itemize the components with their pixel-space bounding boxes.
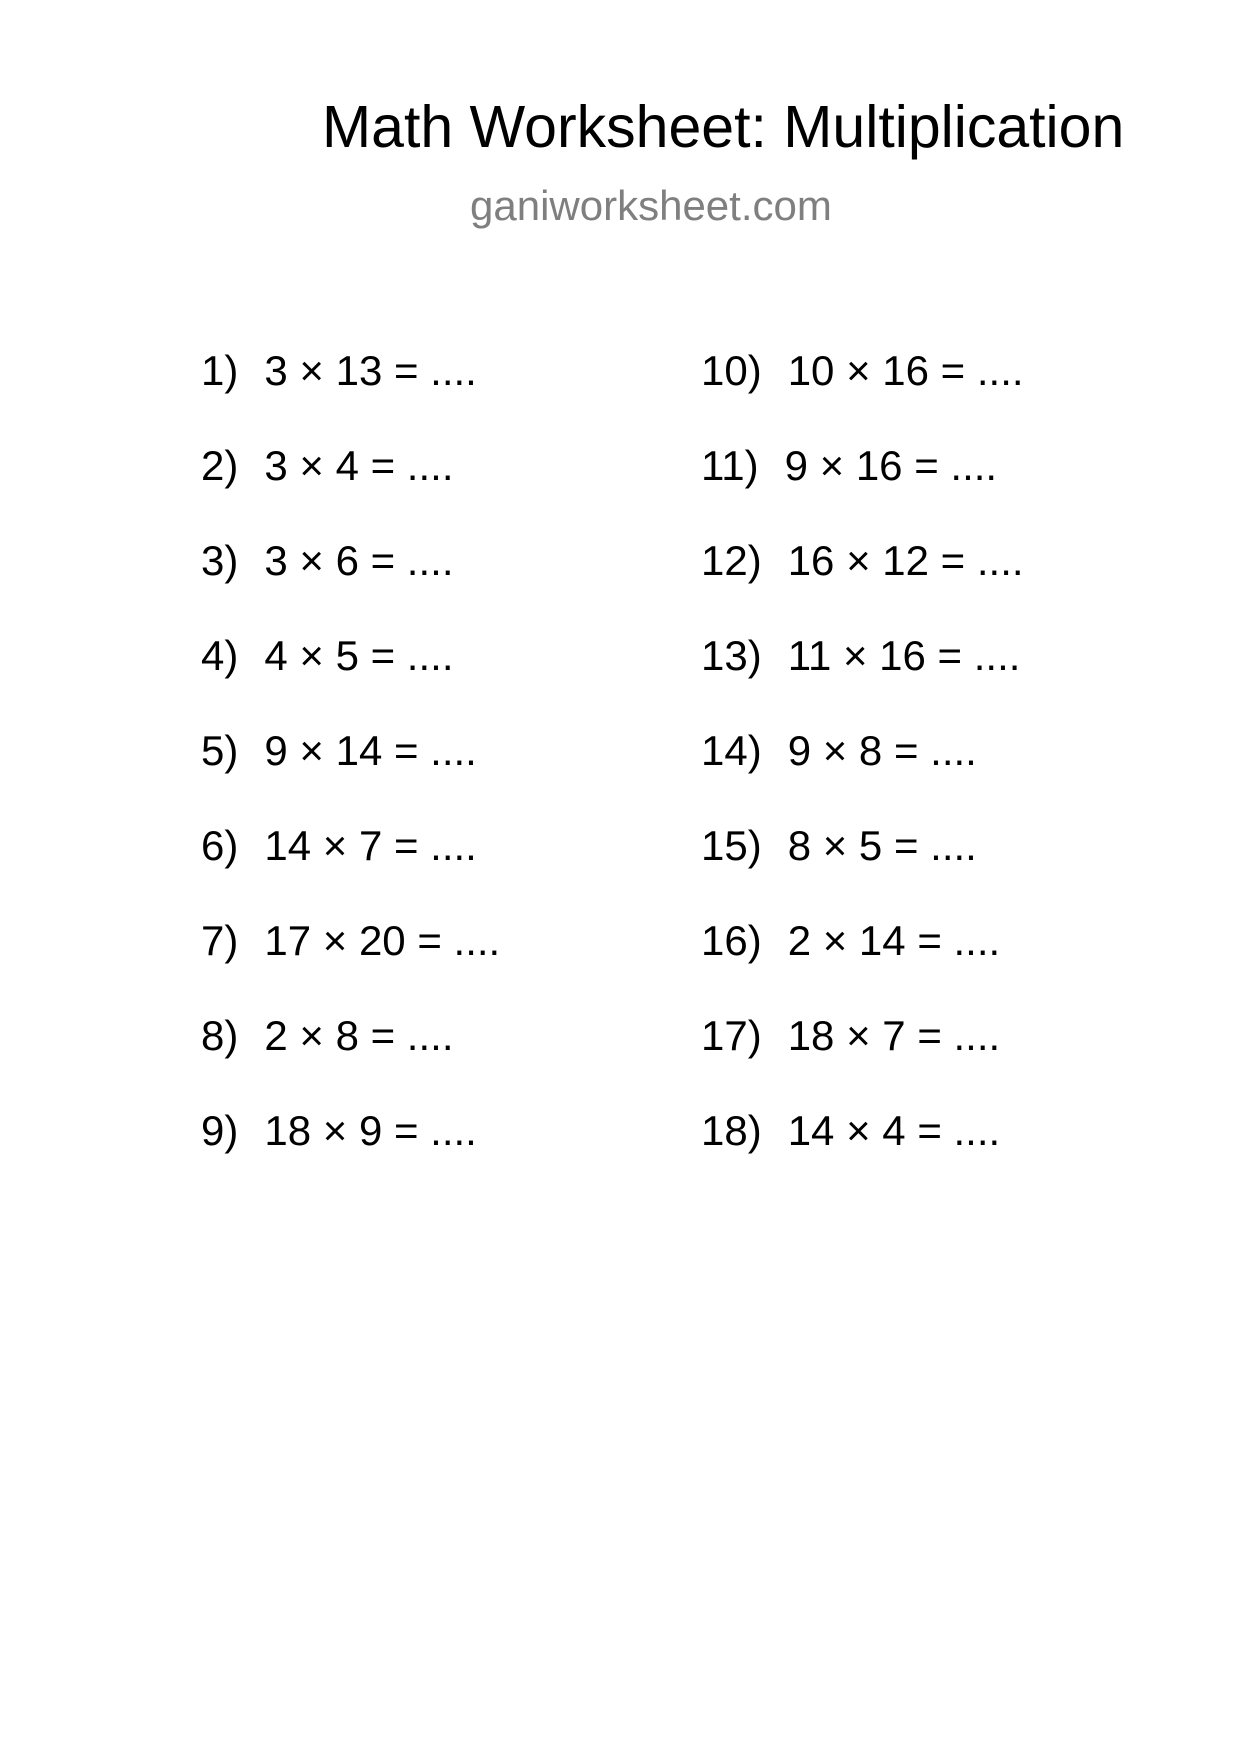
problem-number: 12) — [701, 537, 762, 584]
problem-item — [701, 442, 1024, 540]
problem-item — [701, 917, 1024, 1015]
problem-number: 8) — [201, 1012, 239, 1059]
problem-item — [701, 1107, 1024, 1205]
problem-expression: 18 × 9 = .... — [264, 1107, 477, 1154]
problem-item — [201, 727, 500, 825]
problem-item — [201, 347, 500, 445]
problem-number: 1) — [201, 347, 239, 394]
problem-item — [201, 537, 500, 635]
problem-expression: 14 × 4 = .... — [787, 1107, 1001, 1154]
problem-expression: 11 × 16 = .... — [787, 632, 1021, 679]
problem-item — [201, 822, 500, 920]
problem-expression: 10 × 16 = .... — [787, 347, 1024, 394]
problem-item — [201, 1107, 500, 1205]
problem-item — [701, 727, 1024, 825]
problem-expression: 14 × 7 = .... — [264, 822, 477, 869]
problem-expression: 3 × 4 = .... — [264, 442, 454, 489]
problem-expression: 17 × 20 = .... — [264, 917, 501, 964]
problem-expression: 3 × 13 = .... — [264, 347, 477, 394]
problem-number: 15) — [701, 822, 762, 869]
site-name: ganiworksheet.com — [470, 182, 832, 229]
problem-item — [701, 632, 1024, 730]
problem-number: 16) — [701, 917, 762, 964]
problem-item — [201, 442, 500, 540]
problem-expression: 9 × 8 = .... — [787, 727, 977, 774]
problem-number: 3) — [201, 537, 239, 584]
problem-number: 13) — [701, 632, 762, 679]
problem-expression: 9 × 16 = .... — [784, 442, 998, 489]
problem-expression: 18 × 7 = .... — [787, 1012, 1001, 1059]
problem-column-left — [201, 347, 501, 1205]
problem-item — [701, 537, 1024, 635]
problem-number: 17) — [701, 1012, 762, 1059]
problem-number: 7) — [201, 917, 239, 964]
problem-number: 14) — [701, 727, 762, 774]
problem-expression: 2 × 14 = .... — [787, 917, 1001, 964]
problem-number: 5) — [201, 727, 239, 774]
problem-number: 10) — [701, 347, 762, 394]
problem-item — [201, 1012, 500, 1110]
problem-item — [701, 822, 1024, 920]
problem-number: 2) — [201, 442, 239, 489]
problem-number: 6) — [201, 822, 239, 869]
problem-expression: 3 × 6 = .... — [264, 537, 454, 584]
problem-item — [701, 347, 1024, 445]
problem-expression: 8 × 5 = .... — [787, 822, 977, 869]
problem-item — [701, 1012, 1024, 1110]
problem-expression: 4 × 5 = .... — [264, 632, 454, 679]
problem-item — [201, 917, 501, 1015]
problem-number: 4) — [201, 632, 239, 679]
problem-expression: 16 × 12 = .... — [787, 537, 1024, 584]
problem-number: 9) — [201, 1107, 239, 1154]
page-title: Math Worksheet: Multiplication — [322, 94, 1125, 160]
problem-expression: 9 × 14 = .... — [264, 727, 477, 774]
problem-item — [201, 632, 500, 730]
problem-expression: 2 × 8 = .... — [264, 1012, 454, 1059]
problem-column-right — [701, 347, 1024, 1205]
problem-number: 18) — [701, 1107, 762, 1154]
problem-number: 11) — [701, 442, 759, 489]
